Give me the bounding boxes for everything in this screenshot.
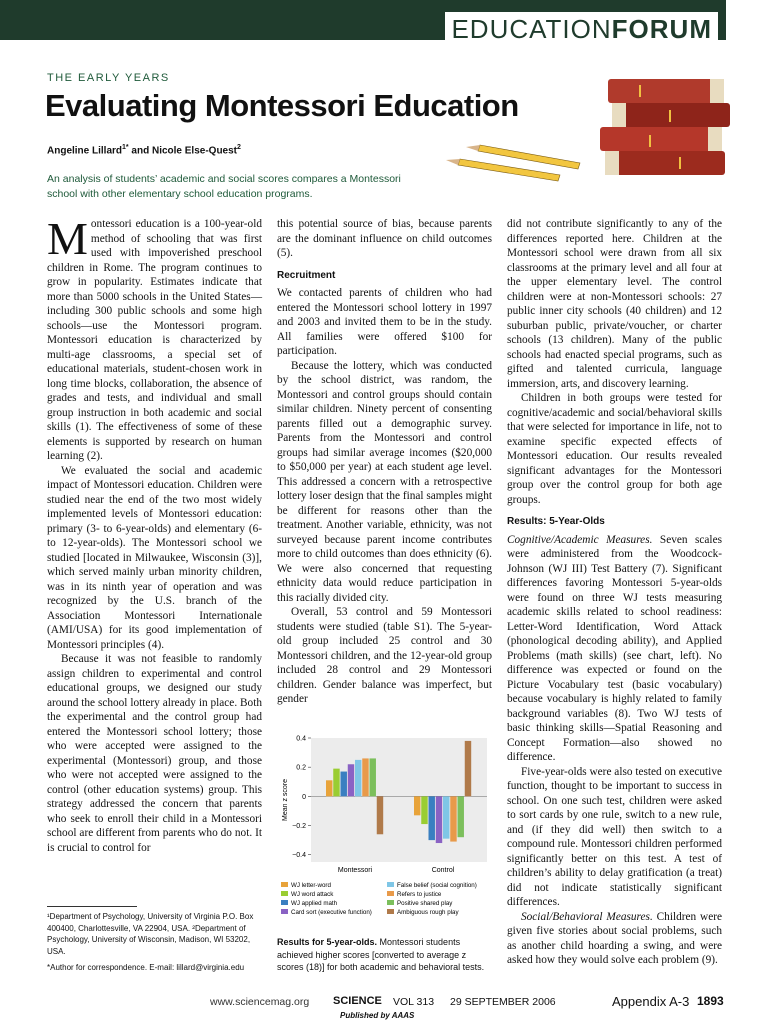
caption-text: Montessori students achieved higher scores [converted to average z scores (18)] for both academic and behavioral tests. [277,937,485,972]
kicker: THE EARLY YEARS [47,72,170,84]
forum-bold: FORUM [611,14,712,44]
footer-volume: VOL 313 [393,996,435,1008]
bar-0-4 [355,760,361,796]
book-stack [600,79,730,175]
author-2-sup: 2 [237,144,241,151]
footnotes [47,911,262,979]
bar-0-7 [377,796,383,834]
correspondence: *Author for correspondence. E-mail: lillard@virginia.edu [47,963,245,972]
legend-label: Refers to justice [397,891,442,898]
bar-1-7 [465,741,471,796]
footer-journal: SCIENCE [333,995,382,1007]
legend-label: WJ letter-word [291,882,331,889]
deck: An analysis of students’ academic and social scores compares a Montessori school with other elementary school education programs. [47,173,401,200]
col1-para-3: Because it was not feasible to randomly assign children to experimental and control educational groups, we designed our study around the school lottery already in place. Both the experimental and the control group had entered the Montessori school lottery; those who were accepted were assigned to the experimental (Montessori) group, and those who were not accepted were assigned to the control (other education systems) group. This strategy addressed the concern that parents who seek to enroll their child in a Montessori school are different from parents who do not. It is crucial to control for [47,653,262,854]
col2-para-3: Overall, 53 control and 59 Montessori students were studied (table S1). The 5-year-old group included 25 control and 30 Montessori children, and the 12-year-old group included 28 control and 29 Montessori children. Gender balance was imperfect, but gender [277,606,492,705]
col3-para-2-text: Seven scales were administered from the Woodcock-Johnson (WJ III) Test Battery (7). Significant differences favoring Montessori 5-year-olds were found on three WJ tests measuring academic skills related to school readiness: Letter-Word Identification, Word Attack (phonological decoding ability), and Applied Problems (math skills) (see chart, left). No difference was expected or found on the Picture Vocabulary test (basic vocabulary) because vocabulary is highly related to family background variables (8). Two WJ tests of basic thinking skills—Spatial Reasoning and Concept Formation—also showed no difference. [507,533,722,763]
legend-label: False belief (social cognition) [397,882,477,889]
col1-para-1 [47,213,262,464]
y-axis-label: Mean z score [282,778,289,822]
bar-1-2 [429,796,435,840]
col2-para-2: Because the lottery, which was conducted by the school district, was random, the Montessori and control groups should contain similar children. Ninety percent of consenting parents filled out a demographic survey. Parents from the Montessori and control groups had similar average incomes ($20,000 to $50,000 per year) at each student age level. This addressed a concern with a retrospective lottery loser design that the final samples might be different for reasons other than the treatment. Another variable, ethnicity, was not surveyed because parent income contributes more to child outcomes than does ethnicity (6). We were also concerned that requesting ethnicity data would reduce participation in this racially divided city. [277,359,492,604]
column-3 [507,217,722,968]
footer-publisher: Published by AAAS [340,1011,415,1020]
author-connector: and Nicole Else-Quest [128,145,238,157]
legend-swatch [387,891,394,896]
footer-appendix: Appendix A-3 [612,994,690,1009]
col3-para-4-text: Children were given five stories about social problems, such as another child hoarding a swing, and were asked how they would solve each problem (9). [507,910,722,966]
y-tick-label: 0 [302,793,306,801]
col1-para-1-text: ontessori education is a 100-year-old method of schooling that was first used with impoverished preschool children in Rome. The program continues to grow in popularity. Estimates indicate that more than 5000 schools in the United States—including 300 public schools and some high schools—use the Montessori program. Montessori education is characterized by multi-age classrooms, a special set of educational materials, student-chosen work in long time blocks, collaboration, the absence of grades and tests, and individual and small group instruction in both academic and social skills (1). The effectiveness of some of these elements is supported by research on human learning (2). [47,218,262,462]
page-footer [0,996,768,1024]
bar-1-6 [458,796,464,837]
heading-recruitment: Recruitment [277,269,336,281]
legend-swatch [281,891,288,896]
legend-swatch [281,900,288,905]
y-tick-label: −0.4 [292,852,306,860]
legend-label: WJ word attack [291,891,334,898]
legend-swatch [387,900,394,905]
legend-label: WJ applied math [291,900,338,907]
y-tick-label: 0.4 [296,735,306,743]
bar-0-6 [370,758,376,796]
forum-light: EDUCATION [451,14,612,44]
y-tick-label: −0.2 [292,823,306,831]
col3-para-2-lead: Cognitive/Academic Measures. [507,533,653,546]
col3-para-4 [507,910,722,968]
column-1 [47,213,262,855]
column-2 [277,217,492,707]
col3-para-4-lead: Social/Behavioral Measures. [521,910,653,923]
col3-para-0: did not contribute significantly to any of the differences reported here. Children at the Montessori school were drawn from all six classrooms at the primary level and all four at the upper elementary level. The control children were at non-Montessori schools: 27 public inner city schools (40 children) and 12 suburban public, private/voucher, or charter schools (13 children). Many of the public schools had enacted special programs, such as gifted and talented curricula, language immersion, arts, and discovery learning. [507,218,722,390]
bar-0-5 [362,758,368,796]
heading-results-5yo: Results: 5-Year-Olds [507,516,605,527]
bar-1-1 [421,796,427,824]
bar-0-3 [348,764,354,796]
bar-0-1 [333,769,339,797]
category-label: Montessori [337,867,373,874]
bar-1-4 [443,796,449,838]
bar-0-2 [341,772,347,797]
bar-1-5 [450,796,456,841]
legend-swatch [281,882,288,887]
col3-para-1: Children in both groups were tested for cognitive/academic and social/behavioral skills that were selected for importance in life, not to examine specific expected effects of Montessori education. Our results revealed significant advantages for the Montessori group over the control group for both age groups. [507,392,722,506]
dropcap: M [47,213,88,264]
col2-para-1: We contacted parents of children who had entered the Montessori school lottery in 1997 and 2003 and invited them to be in the study. All families were offered $100 for participation. [277,287,492,357]
footer-page-number: 1893 [697,994,724,1008]
footer-url[interactable]: www.sciencemag.org [210,996,310,1008]
books-illustration [440,55,740,185]
article-title: Evaluating Montessori Education [45,88,519,123]
legend-label: Positive shared play [397,900,453,907]
bar-1-3 [436,796,442,843]
col3-para-2 [507,533,722,765]
col2-para-0: this potential source of bias, because parents are the dominant influence on child outcomes (5). [277,218,492,259]
affiliations: ¹Department of Psychology, University of Virginia P.O. Box 400400, Charlottesville, VA 22904, USA. ²Department of Psychology, University of Wisconsin, Madison, WI 53202, USA. [47,912,254,956]
category-label: Control [431,867,455,874]
legend-label: Card sort (executive function) [291,909,372,916]
col3-para-3: Five-year-olds were also tested on executive function, thought to be important to success in school. On one such test, children were asked to sort cards by one rule, switch to a new rule, and (if they did well) then switch to a compound rule. Montessori children performed significantly better on this test. A test of children’s ability to delay gratification (a treat) did not indicate statistically significant differences. [507,765,722,908]
col1-para-2: We evaluated the social and academic impact of Montessori education. Children were studied near the end of the two most widely implemented levels of Montessori education: primary (3- to 6-year-olds) and elementary (6- to 12-year-olds). The Montessori school we studied [located in Milwaukee, Wisconsin (3)], which served mainly urban minority children, was in its ninth year of operation and was recognized by the U.S. branch of the Association Montessori Internationale (AMI/USA) for its good implementation of Montessori principles (4). [47,464,262,651]
y-tick-label: 0.2 [296,764,306,772]
footnote-rule [47,906,137,907]
authors [47,144,241,156]
bar-0-0 [326,780,332,796]
legend-swatch [281,909,288,914]
legend-swatch [387,909,394,914]
section-label [445,12,718,46]
results-chart [277,730,492,930]
legend-label: Ambiguous rough play [397,909,459,916]
footer-date: 29 SEPTEMBER 2006 [450,996,556,1008]
caption-title: Results for 5-year-olds. [277,937,378,947]
bar-1-0 [414,796,420,815]
legend-swatch [387,882,394,887]
author-1: Angeline Lillard [47,145,123,157]
author-1-sup: 1* [122,144,129,151]
chart-caption [277,936,492,974]
